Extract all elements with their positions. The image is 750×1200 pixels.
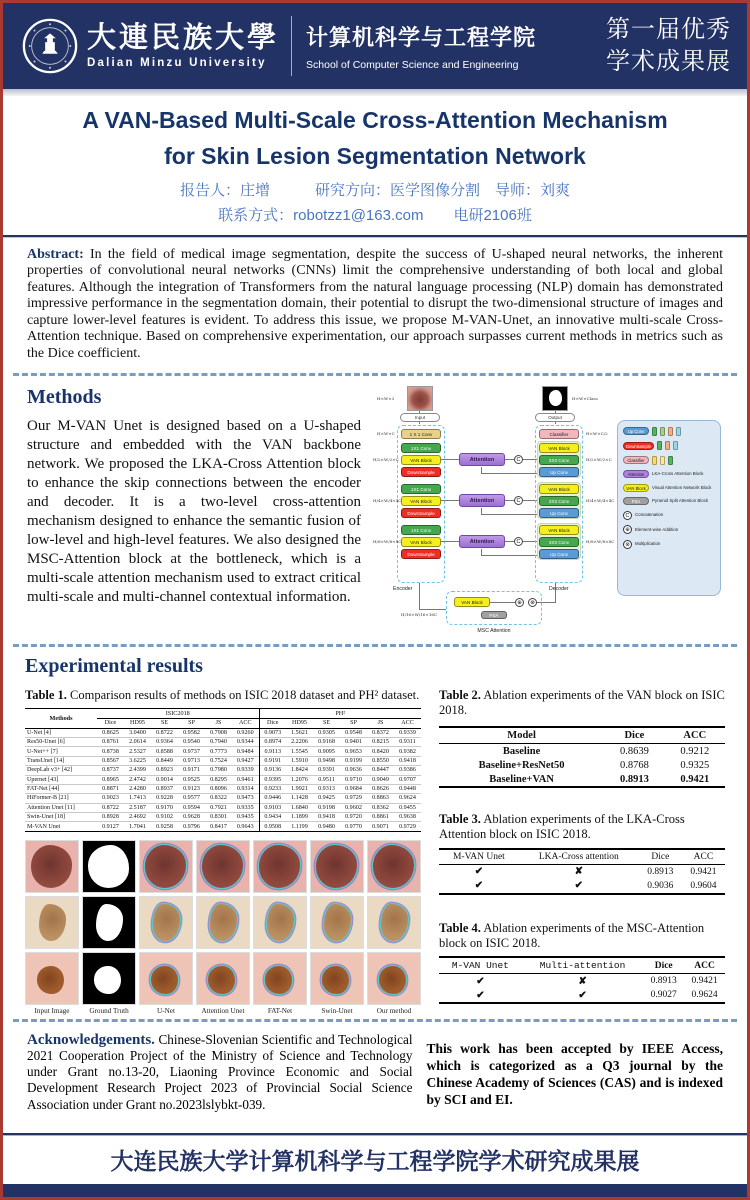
abstract-text: In the field of medical image segmentation, despite the success of U-shaped neural networks, the inherent properties of convolutional neural networks (CNNs) limit the comprehensive understanding of both local and global features. Although the integration of Transformers from the natural language processing (NLP) domain has demonstrated impressive performance in the segmentation domain, their potential to disrupt the two-dimensional structure of images and capture lower-level features is evident. To address this issue, we propose M-VAN-Unet, an innovative multi-scale Cross-Attention technique. Based on comprehensive experimentation, our approach surpasses current methods in metrics such as the Dice coefficient. [27, 246, 723, 362]
dim-label: H/2×W/2×C [586, 456, 612, 462]
figure-label: Ground Truth [89, 1006, 129, 1015]
dim-label: H×W×Class [572, 395, 598, 401]
figure-cell [25, 896, 79, 949]
connector-line [505, 500, 514, 501]
dim-label: H/4×W/4×4C [586, 497, 615, 503]
figure-cell [139, 840, 193, 893]
results-section [3, 651, 747, 1015]
van-block: VAN Block [539, 484, 579, 494]
upconv-block: Up Conv [539, 549, 579, 559]
header-shadow [3, 89, 747, 96]
concat-node: C [514, 455, 523, 464]
figure-labels [25, 1007, 421, 1015]
downsample-block: DownSample [401, 549, 441, 559]
legend-label: Element-wise Addition [635, 526, 679, 532]
table1-subheader: ACC [232, 719, 259, 728]
table2-caption-label: Table 2. [439, 687, 481, 702]
footer [3, 1133, 747, 1197]
table3-header: M-VAN Unet [439, 849, 519, 865]
table4-header: Dice [643, 957, 684, 974]
encoder-conv-block: 1 X 1 Conv [401, 429, 441, 439]
legend-row [623, 511, 715, 520]
ablation-table-van [439, 726, 725, 788]
table1-subheader: SE [151, 719, 178, 728]
legend-mini-block [660, 456, 665, 465]
table4-caption-text: Ablation experiments of the MSC-Attention block on ISIC 2018. [439, 920, 705, 950]
legend-row [623, 525, 715, 534]
legend-mini-block [668, 456, 673, 465]
legend-mini-block [660, 427, 665, 436]
table1-caption [25, 688, 421, 703]
encoder-label: Encoder [393, 585, 413, 592]
connector-line [481, 555, 537, 556]
connector-line [441, 459, 459, 460]
table-row: Swin-Unet [18] 0.8928 2.4692 0.9102 0.9628 0.8301 0.9435 0.9434 1.1899 0.9418 0.9720 0.8861 0.9638 [25, 813, 421, 822]
table1-subheader: JS [367, 719, 394, 728]
psa-block: PSA [481, 611, 507, 619]
title-block [3, 96, 747, 229]
concat-node: C [514, 496, 523, 505]
segmentation-figure [25, 840, 421, 1005]
dim-label: H/16×W/16×16C [401, 611, 438, 617]
connector-line [419, 609, 446, 610]
authors-line: 报告人：庄增 研究方向：医学图像分割 导师：刘爽 [179, 181, 570, 199]
table3-header: LKA-Cross attention [519, 849, 639, 865]
acknowledgements [27, 1032, 412, 1113]
table-row: ✔ ✔ 0.9027 0.9624 [476, 989, 718, 1001]
classifier-chip: Classifier [623, 456, 649, 464]
table-row: ✔ ✘ 0.8913 0.9421 [476, 975, 718, 987]
table-row: Upernet [43] 0.8965 2.4742 0.9014 0.9525 0.8295 0.9461 0.9395 1.2076 0.9511 0.9710 0.9049 0.9707 [25, 775, 421, 784]
table1-subheader: ACC [394, 719, 421, 728]
figure-label: Attention Unet [201, 1006, 245, 1015]
upconv-chip: Up Conv [623, 427, 649, 435]
dim-label: H/8×W/8×8C [373, 538, 402, 544]
connector-line [505, 459, 514, 460]
figure-cell [253, 952, 307, 1005]
psa-chip: PSA [623, 497, 649, 505]
table2-caption-text: Ablation experiments of the VAN block on ISIC 2018. [439, 687, 725, 717]
table3-caption-label: Table 3. [439, 812, 481, 827]
connector-line [419, 583, 420, 610]
table3-header: ACC [682, 849, 725, 865]
dim-label: H×W×C/2 [586, 430, 608, 436]
dim-label: H/4×W/4×4C [373, 497, 402, 503]
connector-line [481, 473, 537, 474]
bottom-section [3, 1026, 747, 1113]
methods-section [3, 380, 747, 640]
legend-row [623, 456, 715, 465]
table-row: U-Net [4] 0.8625 3.0400 0.8722 0.9582 0.7908 0.9260 0.9073 1.5621 0.9305 0.9548 0.8372 0.9339 [25, 728, 421, 737]
connector-line [441, 541, 459, 542]
downsample-chip: DownSample [623, 442, 654, 450]
add-symbol: ⊕ [623, 525, 632, 534]
legend-row [623, 484, 715, 492]
legend-label: Visual Attention Network Block [652, 484, 712, 490]
paper-title-line2: for Skin Lesion Segmentation Network [164, 142, 586, 169]
table-row: ✔ ✘ 0.8913 0.9421 [474, 866, 717, 878]
header-banner [3, 3, 747, 89]
decoder-conv-block: 3X3 Conv [539, 455, 579, 465]
van-block: VAN Block [539, 443, 579, 453]
figure-label: U-Net [157, 1006, 175, 1015]
dim-label: H/2×W/2×C [373, 456, 399, 462]
table1-subheader: Dice [97, 719, 124, 728]
figure-cell [196, 840, 250, 893]
concat-node: C [514, 537, 523, 546]
msc-attention-label: MSC Attention [477, 627, 511, 634]
figure-cell [253, 840, 307, 893]
footer-text: 大连民族大学计算机科学与工程学院学术研究成果展 [110, 1148, 640, 1174]
multiply-symbol: ⊗ [623, 540, 632, 549]
figure-cell [367, 840, 421, 893]
methods-heading: Methods [27, 385, 102, 408]
legend-mini-block [657, 441, 662, 450]
table2-caption [439, 688, 725, 719]
table-row: DeepLab v3+ [42] 0.8737 2.4399 0.8923 0.9171 0.7980 0.9339 0.9136 1.8424 0.9391 0.9636 0.8447 0.9386 [25, 766, 421, 775]
table4-caption [439, 921, 725, 952]
table3-caption [439, 812, 725, 843]
table-row: ✔ ✔ 0.9036 0.9604 [474, 880, 717, 892]
connector-line [490, 602, 515, 603]
event-line2: 学术成果展 [606, 48, 731, 75]
table1-subheader: JS [205, 719, 232, 728]
dim-label: H×W×C [377, 430, 395, 436]
legend-mini-block [665, 441, 670, 450]
upconv-block: Up Conv [539, 508, 579, 518]
van-chip: VAN Block [623, 484, 649, 492]
school-name-en: School of Computer Science and Engineering [306, 59, 519, 71]
comparison-table [25, 708, 421, 832]
table-row: HiFormer-B [21] 0.9023 1.7413 0.9228 0.9577 0.8322 0.9473 0.9446 1.1428 0.9425 0.9729 0.8863 0.9624 [25, 794, 421, 803]
header-divider [291, 16, 292, 76]
acknowledgements-label: Acknowledgements. [27, 1031, 155, 1048]
table4-header: ACC [684, 957, 725, 974]
table1-subheader: SP [340, 719, 367, 728]
concat-symbol: C [623, 511, 632, 520]
diagram-input-image [407, 386, 433, 411]
legend-mini-block [652, 456, 657, 465]
van-block: VAN Block [539, 525, 579, 535]
diagram-input-label: Input [400, 413, 440, 422]
figure-cell [253, 896, 307, 949]
table-row: M-VAN Unet 0.9127 1.7041 0.9258 0.9796 0.8417 0.9643 0.9508 1.1199 0.9480 0.9770 0.9071 0.9729 [25, 822, 421, 831]
figure-label: Swin-Unet [321, 1006, 353, 1015]
msc-attention-box [446, 591, 542, 625]
table-row: FAT-Net [44] 0.8871 2.4280 0.8937 0.9123 0.8096 0.9314 0.9233 1.9921 0.9313 0.9684 0.8626 0.9448 [25, 784, 421, 793]
legend-label: Multiplication [635, 541, 661, 547]
diagram-output-mask [542, 386, 568, 411]
ablation-table-msc [439, 956, 725, 1004]
event-line1: 第一届优秀 [606, 15, 731, 43]
table4-header: Multi-attention [522, 957, 643, 974]
table1-subheader: SP [178, 719, 205, 728]
connector-line [441, 500, 459, 501]
legend-row [623, 441, 715, 450]
figure-label: Input Image [34, 1006, 70, 1015]
school-name-zh: 计算机科学与工程学院 [306, 25, 537, 50]
legend-row [623, 470, 715, 478]
legend-mini-block [668, 427, 673, 436]
legend-row [623, 540, 715, 549]
abstract-label: Abstract: [27, 246, 84, 262]
methods-text: Our M-VAN Unet is designed based on a U-shaped structure and embedded with the VAN backbone network. We proposed the LKA-Cross Attention block to enhance the skip connections between the encoder and decoder. It is a two-level cross-attention mechanism designed to enhance the semantic fusion of low-level and high-level features. We also designed the MSC-Attention block at the bottleneck, which is a multi-scale attention mechanism used to extract critical multi-scale and multi-channel contextual information. [27, 417, 361, 605]
table-row: Attention Unet [11] 0.8722 2.5187 0.9170 0.9594 0.7921 0.9335 0.9103 1.6840 0.9198 0.9602 0.8362 0.9455 [25, 803, 421, 812]
legend-label: Pyramid Split Attention Block [652, 498, 709, 504]
legend-row [623, 427, 715, 436]
table1-subheader: HD95 [286, 719, 313, 728]
legend-row [623, 497, 715, 505]
table3-header: Dice [639, 849, 682, 865]
table-row: Baseline+VAN 0.8913 0.9421 [489, 773, 710, 785]
classifier-block: Classifier [539, 429, 579, 439]
diagram-legend [617, 420, 721, 596]
university-name-en: Dalian Minzu University [87, 56, 267, 69]
table2-header: Dice [604, 727, 664, 744]
figure-cell [25, 840, 79, 893]
table2-header: Model [439, 727, 604, 744]
van-block: VAN Block [454, 597, 490, 607]
section-divider-dashed [13, 644, 737, 647]
figure-cell [82, 840, 136, 893]
acceptance-note: This work has been accepted by IEEE Access, which is categorized as a Q3 journal by the Chinese Academy of Sciences (CAS) and is indexed by SCI and EI. [426, 1040, 723, 1107]
table1-subheader: HD95 [124, 719, 151, 728]
ablation-table-lka [439, 848, 725, 895]
table-row: U-Net++ [7] 0.8738 2.5327 0.8588 0.9737 0.7773 0.9484 0.9113 1.5545 0.9095 0.9653 0.8420 0.9382 [25, 747, 421, 756]
university-name-zh: 大連民族大學 [87, 22, 280, 55]
table1-group1-header: ISIC2018 [97, 708, 259, 718]
figure-cell [367, 896, 421, 949]
decoder-conv-block: 3X3 Conv [539, 496, 579, 506]
upconv-block: Up Conv [539, 467, 579, 477]
table-row: Res50-Unet [6] 0.8761 2.0614 0.9364 0.9540 0.7940 0.9344 0.8974 2.2206 0.9168 0.9401 0.8215 0.9311 [25, 738, 421, 747]
add-node: ⊕ [515, 598, 524, 607]
legend-label: Concatenation [635, 512, 664, 518]
figure-cell [82, 952, 136, 1005]
dim-label: H/8×W/8×8C [586, 538, 615, 544]
figure-cell [139, 896, 193, 949]
table1-subheader: SE [313, 719, 340, 728]
table1-caption-label: Table 1. [25, 687, 67, 702]
figure-cell [310, 952, 364, 1005]
table1-methods-header: Methods [25, 708, 97, 728]
table-row: Baseline+ResNet50 0.8768 0.9325 [478, 759, 710, 771]
legend-label: LKA-Cross Attention Block [652, 471, 704, 477]
legend-mini-block [652, 427, 657, 436]
encoder-conv-block: 1X1 Conv [401, 443, 441, 453]
decoder-conv-block: 3X3 Conv [539, 537, 579, 547]
footer-bar [3, 1184, 747, 1197]
diagram-output-label: Output [535, 413, 575, 422]
results-heading: Experimental results [25, 654, 203, 677]
figure-cell [310, 896, 364, 949]
university-logo [21, 17, 79, 75]
connector-line [505, 541, 514, 542]
paper-title-line1: A VAN-Based Multi-Scale Cross-Attention Mechanism [82, 107, 668, 133]
table4-caption-label: Table 4. [439, 920, 481, 935]
table3-caption-text: Ablation experiments of the LKA-Cross Attention block on ISIC 2018. [439, 812, 685, 842]
event-title [606, 14, 733, 79]
architecture-diagram [371, 384, 723, 640]
downsample-block: DownSample [401, 467, 441, 477]
table1-group2-header: PH² [259, 708, 421, 718]
van-block: VAN Block [401, 455, 441, 465]
lka-cross-attention-block: Attention [459, 494, 505, 507]
section-divider-dashed [13, 1019, 737, 1022]
figure-label: FAT-Net [267, 1006, 293, 1015]
figure-cell [139, 952, 193, 1005]
figure-cell [82, 896, 136, 949]
table-row: TransUnet [14] 0.8567 3.6225 0.8449 0.9713 0.7524 0.9427 0.9191 1.5910 0.9498 0.9199 0.8550 0.9418 [25, 756, 421, 765]
figure-cell [196, 896, 250, 949]
figure-cell [196, 952, 250, 1005]
lka-cross-attention-block: Attention [459, 535, 505, 548]
figure-cell [367, 952, 421, 1005]
table1-subheader: Dice [259, 719, 286, 728]
encoder-conv-block: 1X1 Conv [401, 484, 441, 494]
van-block: VAN Block [401, 537, 441, 547]
connector-line [481, 514, 537, 515]
dim-label: H×W×3 [377, 395, 395, 401]
connector-line [537, 602, 555, 603]
encoder-conv-block: 1X1 Conv [401, 525, 441, 535]
table4-header: M-VAN Unet [439, 957, 522, 974]
figure-cell [310, 840, 364, 893]
table1-caption-text: Comparison results of methods on ISIC 2018 dataset and PH² dataset. [66, 687, 420, 702]
table-row: Baseline 0.8639 0.9212 [502, 745, 710, 757]
abstract-paragraph [3, 238, 747, 369]
table2-header: ACC [665, 727, 725, 744]
figure-cell [25, 952, 79, 1005]
lka-cross-attention-block: Attention [459, 453, 505, 466]
legend-mini-block [676, 427, 681, 436]
van-block: VAN Block [401, 496, 441, 506]
section-divider-dashed [13, 373, 737, 376]
multiply-node: ⊗ [528, 598, 537, 607]
figure-label: Our method [376, 1006, 412, 1015]
acknowledgements-text: Chinese-Slovenian Scientific and Technological 2021 Cooperation Project of the Ministry of Science and Technology under Grant no.13-20, Liaoning Province Economic and Social Development Research Project 2023 of Provincial Social Science Association under Grant no.2023lslybkt-039. [27, 1031, 413, 1112]
attention-chip: Attention [623, 470, 649, 478]
downsample-block: DownSample [401, 508, 441, 518]
decoder-label: Decoder [549, 585, 569, 592]
contact-line: 联系方式：robotzz1@163.com 电研2106班 [218, 206, 532, 224]
legend-mini-block [673, 441, 678, 450]
